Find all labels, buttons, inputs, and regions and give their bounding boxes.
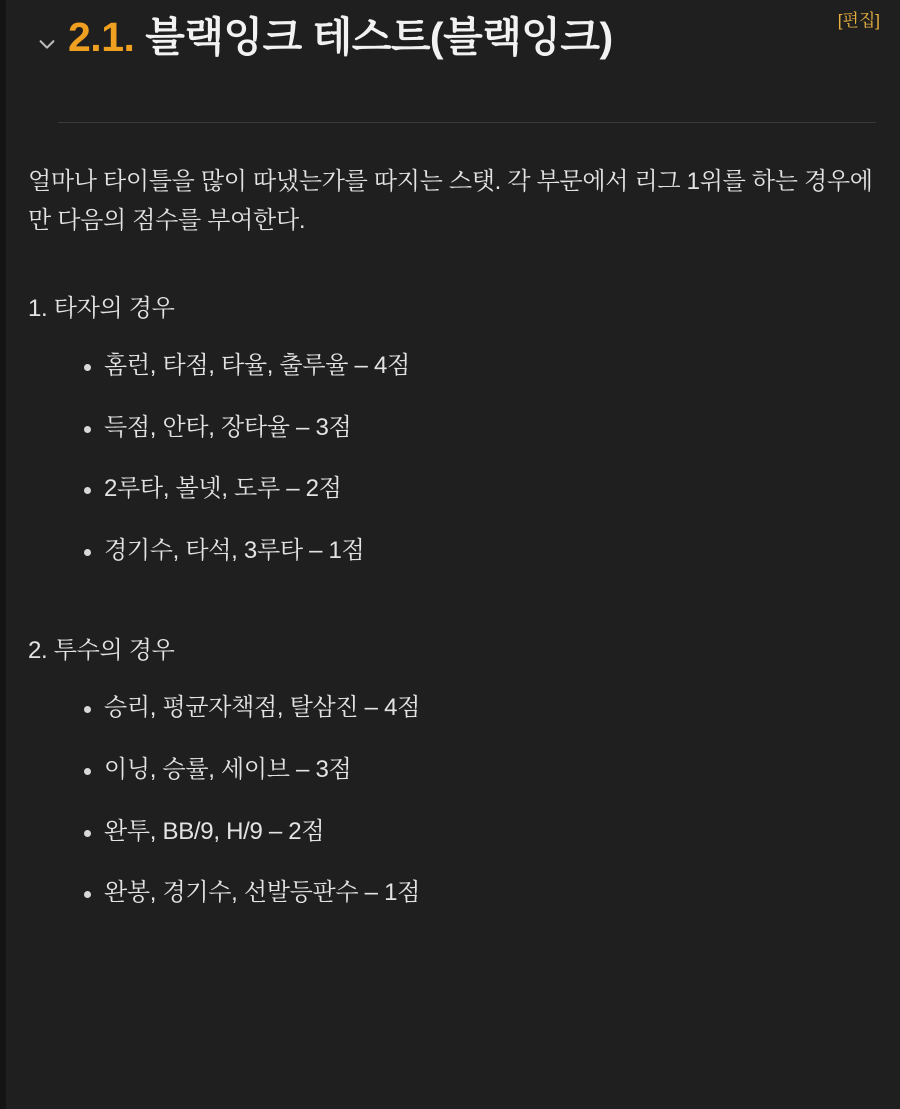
edit-section-link[interactable]: [편집] [837,11,880,30]
section-label-batter: 1. 타자의 경우 [28,294,175,322]
list-item: 홈런, 타점, 타율, 출루율 – 4점 [26,349,882,384]
heading-title: 블랙잉크 테스트(블랙잉크) [145,14,613,60]
heading-number: 2.1. [68,14,135,60]
list-item: 경기수, 타석, 3루타 – 1점 [26,534,882,569]
heading-text [68,8,882,63]
chevron-down-icon [36,33,58,55]
collapse-toggle-button[interactable] [26,14,68,74]
list-item: 이닝, 승률, 세이브 – 3점 [26,753,882,788]
heading-divider [58,122,876,123]
section-label-pitcher: 2. 투수의 경우 [28,636,175,664]
list-item: 승리, 평균자책점, 탈삼진 – 4점 [26,691,882,726]
list-item: 2루타, 볼넷, 도루 – 2점 [26,472,882,507]
list-item: 완봉, 경기수, 선발등판수 – 1점 [26,876,882,911]
list-item: 득점, 안타, 장타율 – 3점 [26,411,882,446]
pitcher-score-list [26,691,882,911]
intro-paragraph: 얼마나 타이틀을 많이 따냈는가를 따지는 스탯. 각 부문에서 리그 1위를 하는 경우에만 다음의 점수를 부여한다. [28,168,873,234]
list-item: 완투, BB/9, H/9 – 2점 [26,815,882,850]
batter-score-list [26,349,882,569]
section-heading [26,0,882,100]
list-group-gap [26,569,882,583]
